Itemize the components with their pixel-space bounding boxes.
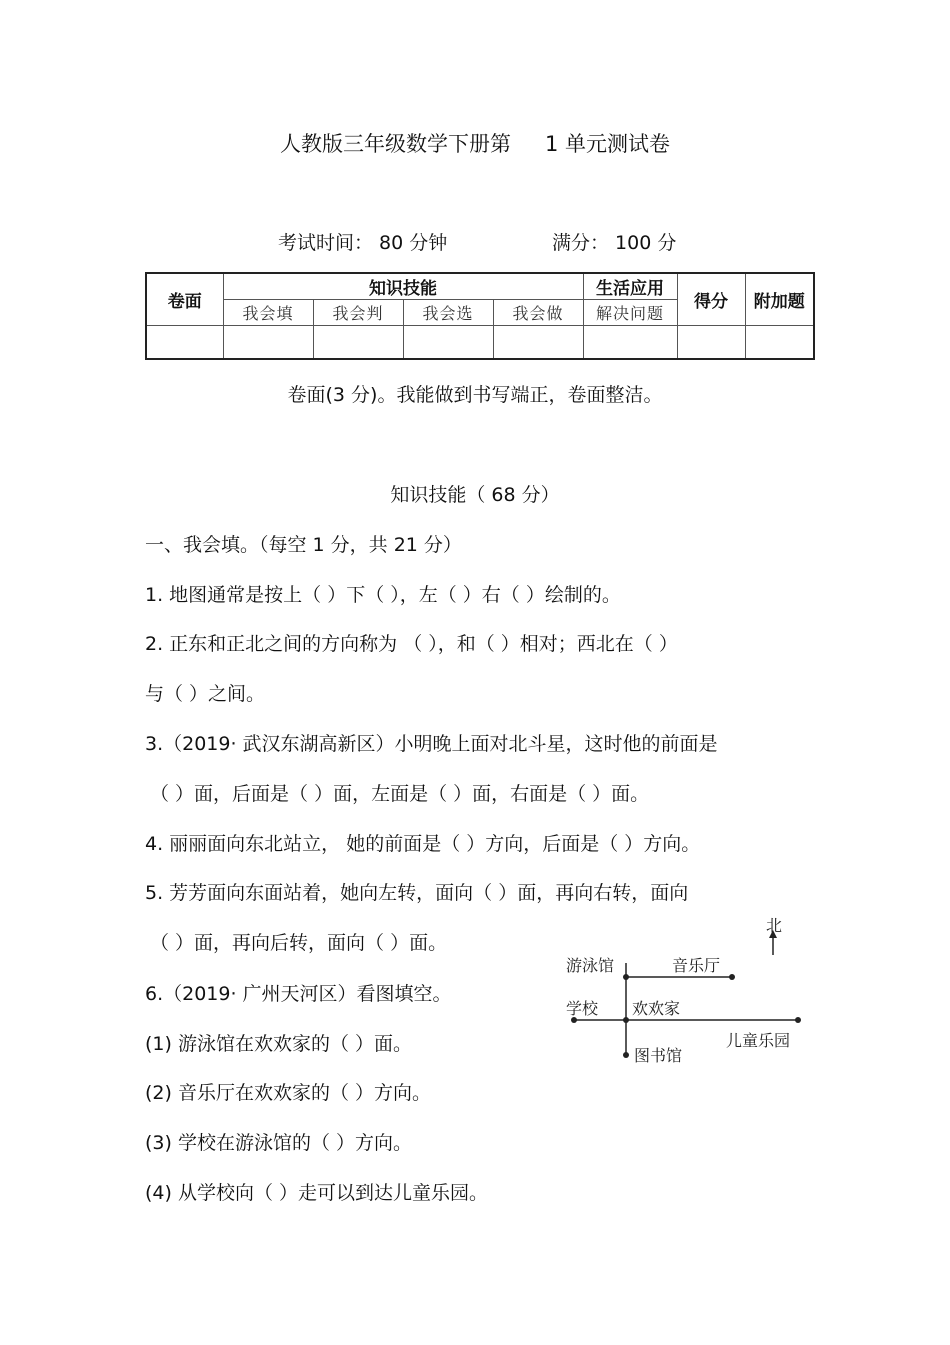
full-score: 满分： 100 分 <box>552 232 677 254</box>
map-label-home: 欢欢家 <box>632 999 681 1018</box>
score-cell[interactable] <box>403 326 493 360</box>
score-cell[interactable] <box>677 326 745 360</box>
map-label-library: 图书馆 <box>634 1046 683 1065</box>
exam-time: 考试时间： 80 分钟 <box>278 232 448 254</box>
header-juanmian: 卷面 <box>146 273 223 326</box>
header-fujia: 附加题 <box>745 273 814 326</box>
map-label-school: 学校 <box>566 999 599 1018</box>
point-library <box>623 1052 629 1058</box>
question-2-line2: 与（ ）之间。 <box>145 683 266 705</box>
header-life: 生活应用 <box>583 273 677 300</box>
header-sub4: 我会做 <box>493 300 583 326</box>
direction-map <box>560 915 810 1075</box>
header-sub5: 解决问题 <box>583 300 677 326</box>
question-2-line1: 2. 正东和正北之间的方向称为 （ ），和（ ）相对；西北在（ ） <box>145 633 678 655</box>
section-title: 知识技能（ 68 分） <box>390 484 560 506</box>
title-part1: 人教版三年级数学下册第 <box>279 132 511 156</box>
page-title <box>0 128 950 158</box>
header-defen: 得分 <box>677 273 745 326</box>
score-cell[interactable] <box>745 326 814 360</box>
map-label-music: 音乐厅 <box>672 956 721 975</box>
score-table <box>145 272 815 360</box>
header-sub3: 我会选 <box>403 300 493 326</box>
score-cell[interactable] <box>493 326 583 360</box>
map-label-playground: 儿童乐园 <box>726 1031 791 1050</box>
header-knowledge: 知识技能 <box>223 273 583 300</box>
point-home <box>623 1017 629 1023</box>
question-6: 6.（2019· 广州天河区）看图填空。 <box>145 983 452 1005</box>
question-6-4: (4) 从学校向（ ）走可以到达儿童乐园。 <box>145 1182 488 1204</box>
part1-heading: 一、我会填。（每空 1 分，共 21 分） <box>145 534 462 556</box>
question-6-1: (1) 游泳馆在欢欢家的（ ）面。 <box>145 1033 412 1055</box>
point-playground <box>795 1017 801 1023</box>
question-5-line1: 5. 芳芳面向东面站着，她向左转，面向（ ）面，再向右转，面向 <box>145 882 689 904</box>
question-5-line2: （ ）面，再向后转，面向（ ）面。 <box>150 932 448 954</box>
question-4: 4. 丽丽面向东北站立， 她的前面是（ ）方向，后面是（ ）方向。 <box>145 833 701 855</box>
question-3-line1: 3.（2019· 武汉东湖高新区）小明晚上面对北斗星，这时他的前面是 <box>145 733 718 755</box>
juanmian-note: 卷面(3 分)。我能做到书写端正，卷面整洁。 <box>287 384 663 406</box>
score-cell[interactable] <box>583 326 677 360</box>
title-part2: 1 单元测试卷 <box>544 132 671 156</box>
score-cell[interactable] <box>223 326 313 360</box>
score-cell[interactable] <box>146 326 223 360</box>
point-swimming <box>623 974 629 980</box>
point-music <box>729 974 735 980</box>
question-1: 1. 地图通常是按上（ ）下（ ），左（ ）右（ ）绘制的。 <box>145 584 621 606</box>
map-north: 北 <box>766 916 783 935</box>
header-sub2: 我会判 <box>313 300 403 326</box>
question-6-2: (2) 音乐厅在欢欢家的（ ）方向。 <box>145 1082 431 1104</box>
score-cell[interactable] <box>313 326 403 360</box>
question-3-line2: （ ）面，后面是（ ）面，左面是（ ）面，右面是（ ）面。 <box>150 783 650 805</box>
map-label-swimming: 游泳馆 <box>566 956 615 975</box>
header-sub1: 我会填 <box>223 300 313 326</box>
question-6-3: (3) 学校在游泳馆的（ ）方向。 <box>145 1132 412 1154</box>
